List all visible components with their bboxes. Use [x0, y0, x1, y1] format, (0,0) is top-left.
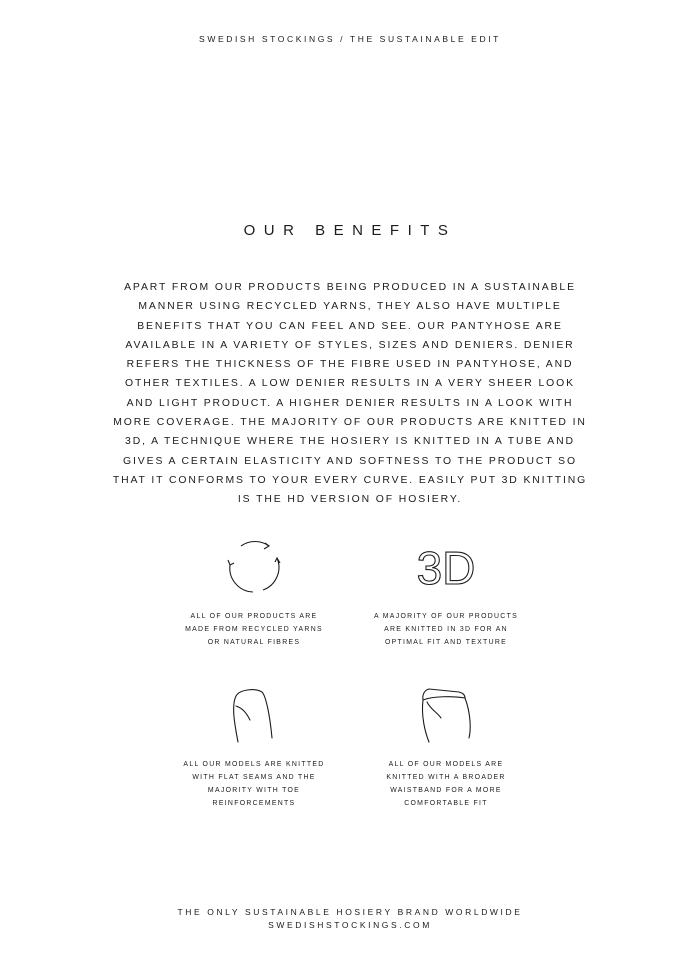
footer-tagline: THE ONLY SUSTAINABLE HOSIERY BRAND WORLDWIDE	[177, 907, 523, 917]
intro-paragraph: APART FROM OUR PRODUCTS BEING PRODUCED IN A SUSTAINABLE MANNER USING RECYCLED YARNS, THEY ALSO HAVE MULTIPLE BENEFITS THAT YOU CAN FEEL AND SEE. OUR PANTYHOSE ARE AVAILABLE IN A VARIETY OF STYLES, SIZES AND DENIERS. DENIER REFERS THE THICKNESS OF THE FIBRE USED IN PANTYHOSE, AND OTHER TEXTILES. A LOW DENIER RESULTS IN A VERY SHEER LOOK AND LIGHT PRODUCT. A HIGHER DENIER RESULTS IN A LOOK WITH MORE COVERAGE. THE MAJORITY OF OUR PRODUCTS ARE KNITTED IN 3D, A TECHNIQUE WHERE THE HOSIERY IS KNITTED IN A TUBE AND GIVES A CERTAIN ELASTICITY AND SOFTNESS TO THE PRODUCT SO THAT IT CONFORMS TO YOUR EVERY CURVE. EASILY PUT 3D KNITTING IS THE HD VERSION OF HOSIERY.	[112, 282, 588, 506]
benefit-flat-seams-text: ALL OUR MODELS ARE KNITTED WITH FLAT SEAMS AND THE MAJORITY WITH TOE REINFORCEMENTS	[183, 761, 325, 808]
3d-icon-text: 3D	[416, 542, 476, 594]
benefit-waistband	[371, 686, 521, 810]
footer	[0, 906, 700, 932]
3d-icon	[409, 538, 483, 596]
waistband-outline-icon	[413, 686, 479, 746]
header-text: SWEDISH STOCKINGS / THE SUSTAINABLE EDIT	[199, 34, 501, 44]
toe-outline-icon	[224, 686, 284, 746]
page-title: OUR BENEFITS	[243, 222, 457, 239]
benefit-recycled	[179, 538, 329, 649]
benefit-recycled-text: ALL OF OUR PRODUCTS ARE MADE FROM RECYCLED YARNS OR NATURAL FIBRES	[185, 613, 323, 647]
benefit-3d-text: A MAJORITY OF OUR PRODUCTS ARE KNITTED IN 3D FOR AN OPTIMAL FIT AND TEXTURE	[374, 613, 518, 647]
benefit-flat-seams	[179, 686, 329, 810]
benefit-3d	[371, 538, 521, 649]
footer-website: SWEDISHSTOCKINGS.COM	[268, 920, 432, 930]
recycle-arrows-icon	[225, 538, 283, 596]
benefit-waistband-text: ALL OF OUR MODELS ARE KNITTED WITH A BROADER WAISTBAND FOR A MORE COMFORTABLE FIT	[386, 761, 506, 808]
